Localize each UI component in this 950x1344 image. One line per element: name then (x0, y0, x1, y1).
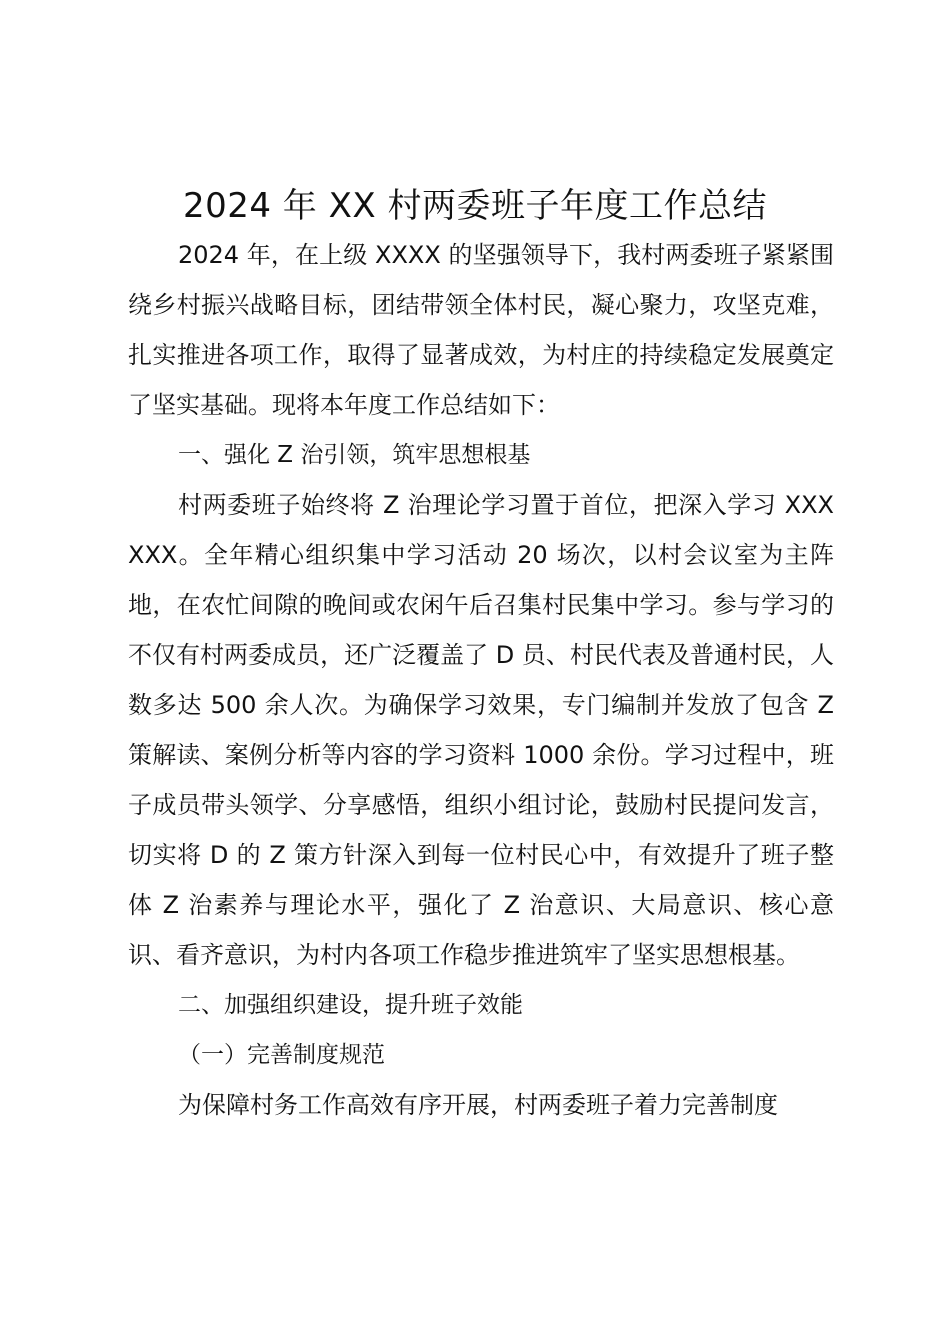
section-1-heading: 一、强化 Z 治引领，筑牢思想根基 (178, 442, 531, 468)
intro-paragraph: 2024 年，在上级 XXXX 的坚强领导下，我村两委班子紧紧围绕乡村振兴战略目标，团结带领全体村民，凝心聚力，攻坚克难，扎实推进各项工作，取得了显著成效，为村庄的持续稳定发展奠定了坚实基础。现将本年度工作总结如下： (128, 241, 834, 419)
section-1-paragraph: 村两委班子始终将 Z 治理论学习置于首位，把深入学习 XXXXXX。全年精心组织集中学习活动 20 场次，以村会议室为主阵地，在农忙间隙的晚间或农闲午后召集村民集中学习。参与学习的不仅有村两委成员，还广泛覆盖了 D 员、村民代表及普通村民，人数多达 500 余人次。为确保学习效果，专门编制并发放了包含 Z 策解读、案例分析等内容的学习资料 1000 余份。学习过程中，班子成员带头领学、分享感悟，组织小组讨论，鼓励村民提问发言，切实将 D 的 Z 策方针深入到每一位村民心中，有效提升了班子整体 Z 治素养与理论水平，强化了 Z 治意识、大局意识、核心意识、看齐意识，为村内各项工作稳步推进筑牢了坚实思想根基。 (128, 491, 834, 969)
section-2-paragraph: 为保障村务工作高效有序开展，村两委班子着力完善制度 (178, 1091, 778, 1119)
section-2-subheading: （一）完善制度规范 (178, 1042, 385, 1068)
document-title: 2024 年 XX 村两委班子年度工作总结 (182, 186, 768, 226)
document-body (128, 230, 834, 1130)
section-2-heading: 二、加强组织建设，提升班子效能 (178, 992, 523, 1018)
